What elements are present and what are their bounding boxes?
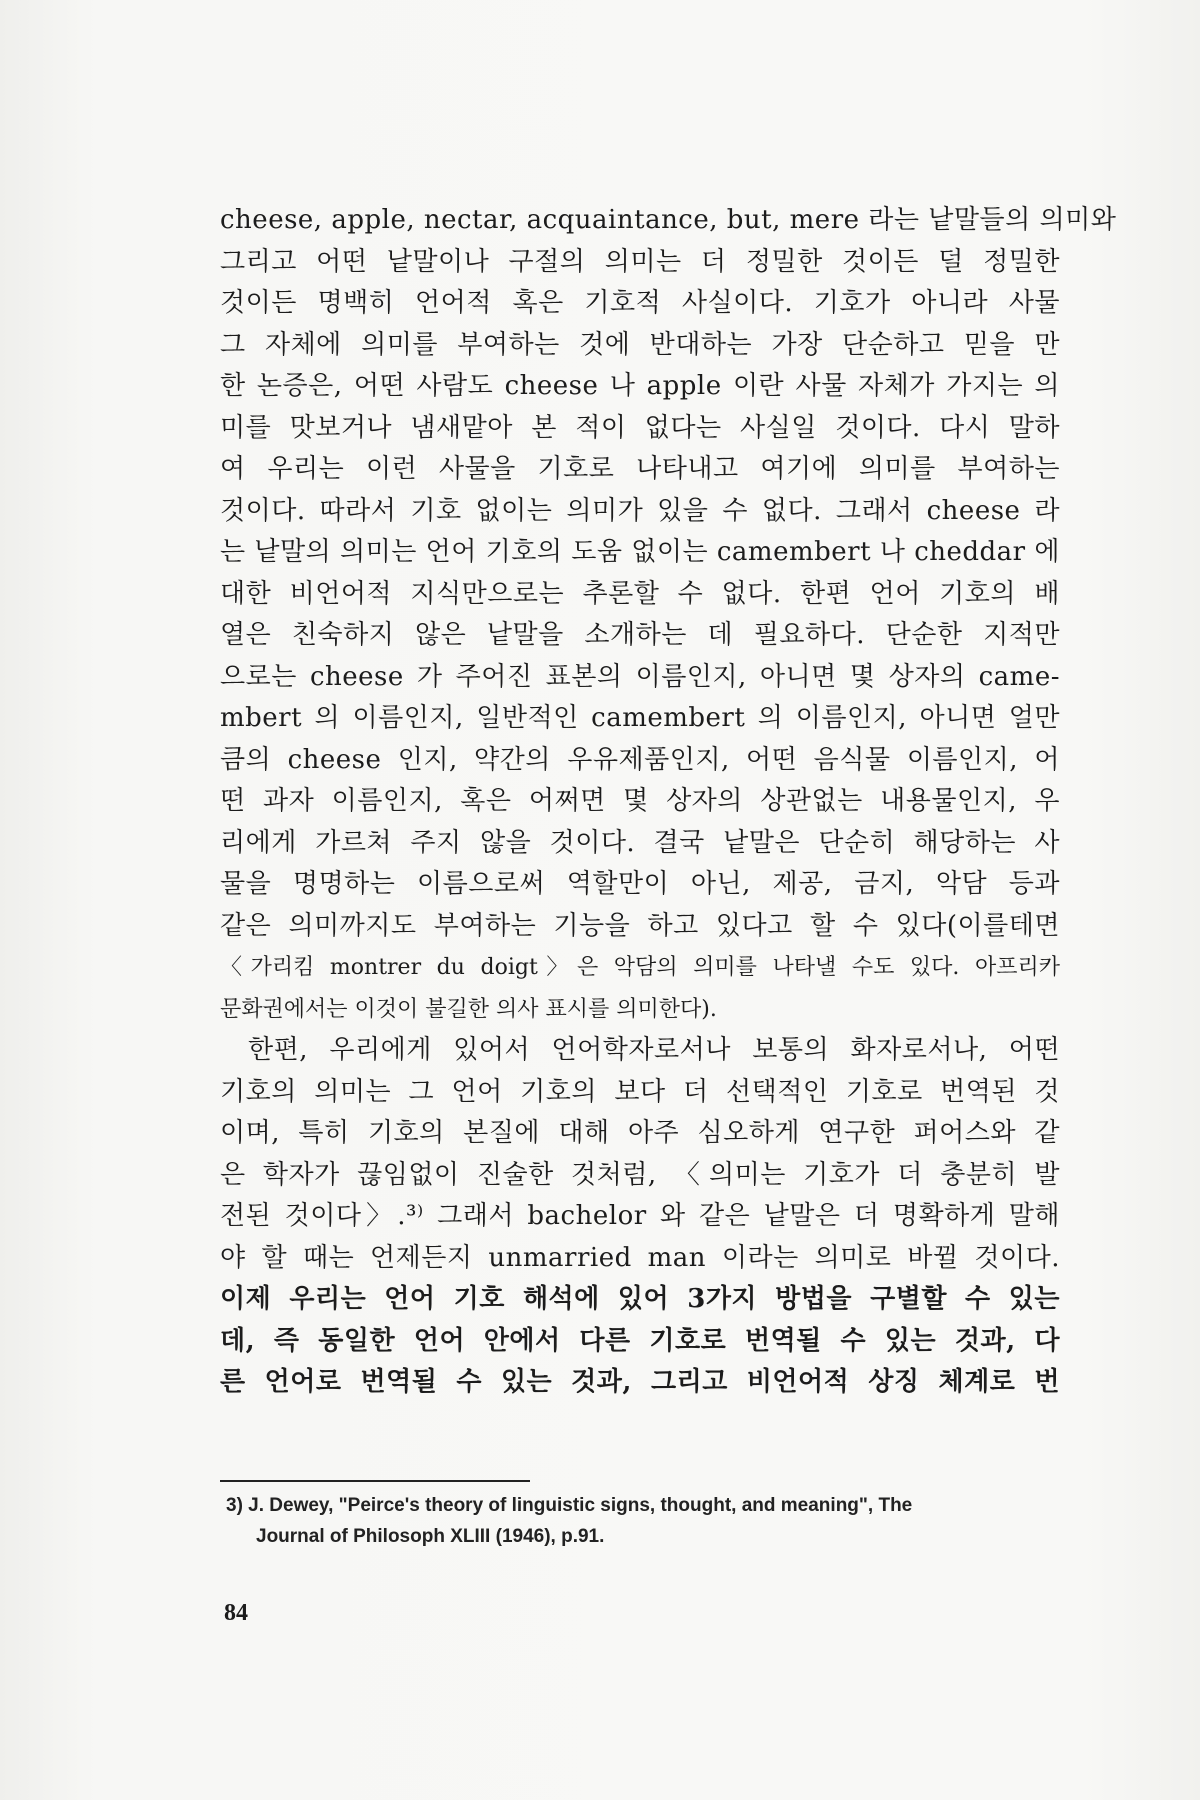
text-line: 리에게 가르쳐 주지 않을 것이다. 결국 낱말은 단순히 해당하는 사	[220, 827, 1060, 858]
text-line: 열은 친숙하지 않은 낱말을 소개하는 데 필요하다. 단순한 지적만	[220, 620, 1060, 650]
text-line: 전된 것이다〉.³⁾ 그래서 bachelor 와 같은 낱말은 더 명확하게 말해	[220, 1201, 1060, 1231]
text-line: 이제 우리는 언어 기호 해석에 있어 3가지 방법을 구별할 수 있는	[220, 1284, 1060, 1314]
text-line: 데, 즉 동일한 언어 안에서 다른 기호로 번역될 수 있는 것과, 다	[220, 1325, 1060, 1356]
page-number: 84	[224, 1600, 248, 1626]
text-line: 이며, 특히 기호의 본질에 대해 아주 심오하게 연구한 퍼어스와 같	[220, 1118, 1060, 1148]
text-line: 〈가리킴 montrer du doigt〉은 악담의 의미를 나타낼 수도 있다. 아프리카	[220, 955, 1060, 980]
text-line: 물을 명명하는 이름으로써 역할만이 아닌, 제공, 금지, 악담 등과	[220, 869, 1060, 899]
text-line: cheese, apple, nectar, acquaintance, but, mere 라는 낱말들의 의미와	[220, 205, 1117, 235]
body-text	[220, 200, 1117, 1404]
text-line: 대한 비언어적 지식만으로는 추론할 수 없다. 한편 언어 기호의 배	[220, 578, 1060, 609]
text-line: 큼의 cheese 인지, 약간의 우유제품인지, 어떤 음식물 이름인지, 어	[220, 744, 1060, 775]
text-line: 한편, 우리에게 있어서 언어학자로서나 보통의 화자로서나, 어떤	[248, 1035, 1060, 1065]
text-line: 것이다. 따라서 기호 없이는 의미가 있을 수 없다. 그래서 cheese 라	[220, 495, 1060, 526]
text-line: 야 할 때는 언제든지 unmarried man 이라는 의미로 바뀔 것이다.	[220, 1242, 1060, 1273]
text-line: 떤 과자 이름인지, 혹은 어쩌면 몇 상자의 상관없는 내용물인지, 우	[220, 786, 1060, 816]
text-line: 같은 의미까지도 부여하는 기능을 하고 있다고 할 수 있다(이를테면	[220, 910, 1060, 941]
footnote-line: 3) J. Dewey, "Peirce's theory of linguistic signs, thought, and meaning", The	[226, 1495, 913, 1516]
footnote-divider	[220, 1480, 530, 1482]
text-line: 한 논증은, 어떤 사람도 cheese 나 apple 이란 사물 자체가 가지는 의	[220, 371, 1060, 401]
text-line: 미를 맛보거나 냄새맡아 본 적이 없다는 사실일 것이다. 다시 말하	[220, 412, 1060, 443]
text-line: 른 언어로 번역될 수 있는 것과, 그리고 비언어적 상징 체계로 번	[220, 1367, 1060, 1397]
text-line: 기호의 의미는 그 언어 기호의 보다 더 선택적인 기호로 번역된 것	[220, 1076, 1060, 1107]
text-line: 그 자체에 의미를 부여하는 것에 반대하는 가장 단순하고 믿을 만	[220, 329, 1060, 360]
text-line: 은 학자가 끊임없이 진술한 것처럼, 〈의미는 기호가 더 충분히 발	[220, 1159, 1060, 1190]
text-line: 문화권에서는 이것이 불길한 의사 표시를 의미한다).	[220, 996, 717, 1022]
text-line: 으로는 cheese 가 주어진 표본의 이름인지, 아니면 몇 상자의 came-	[220, 661, 1060, 692]
text-line: 는 낱말의 의미는 언어 기호의 도움 없이는 camembert 나 cheddar 에	[220, 537, 1060, 567]
footnote	[226, 1490, 1060, 1552]
text-line: 것이든 명백히 언어적 혹은 기호적 사실이다. 기호가 아니라 사물	[220, 288, 1060, 318]
text-line: mbert 의 이름인지, 일반적인 camembert 의 이름인지, 아니면 얼만	[220, 703, 1060, 733]
text-line: 여 우리는 이런 사물을 기호로 나타내고 여기에 의미를 부여하는	[220, 454, 1060, 484]
footnote-line: Journal of Philosoph XLIII (1946), p.91.	[256, 1526, 605, 1547]
text-line: 그리고 어떤 낱말이나 구절의 의미는 더 정밀한 것이든 덜 정밀한	[220, 246, 1060, 277]
